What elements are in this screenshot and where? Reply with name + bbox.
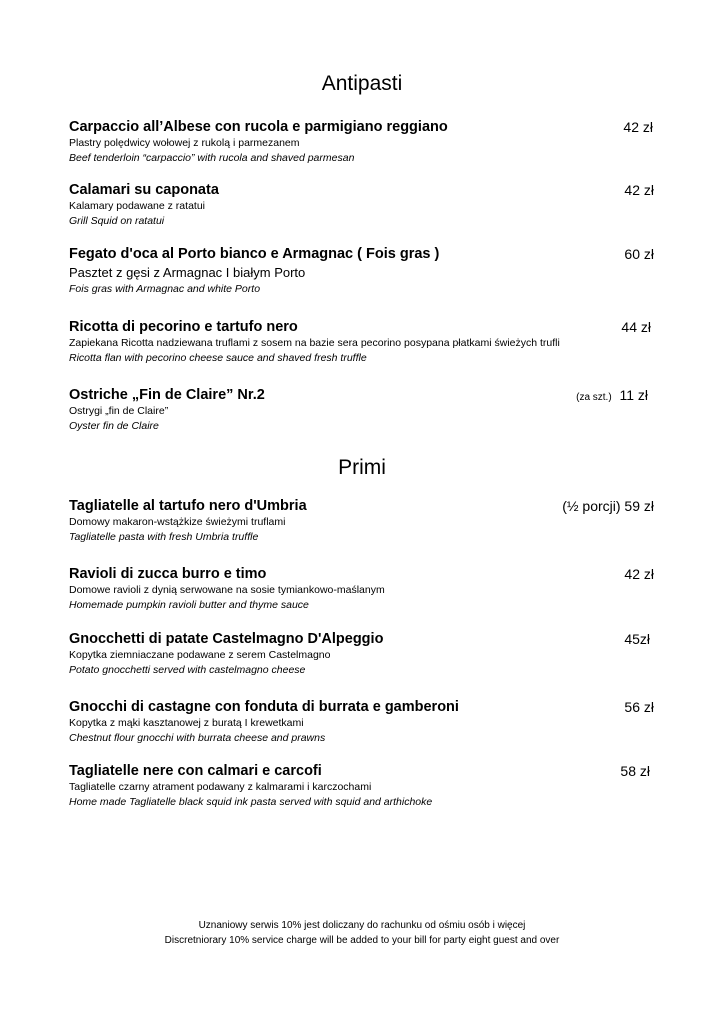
dish-name: Tagliatelle nere con calmari e carcofi — [69, 763, 322, 779]
menu-item — [69, 630, 659, 678]
dish-description-english: Home made Tagliatelle black squid ink pasta served with squid and arthichoke — [69, 796, 433, 808]
dish-description-polish: Ostrygi „fin de Claire” — [69, 405, 169, 417]
section-title-primi: Primi — [338, 456, 386, 479]
dish-description-polish: Kopytka z mąki kasztanowej z buratą I krewetkami — [69, 717, 304, 729]
dish-name: Fegato d'oca al Porto bianco e Armagnac ( Fois gras ) — [69, 246, 440, 262]
dish-name: Gnocchi di castagne con fonduta di burrata e gamberoni — [69, 699, 459, 715]
dish-description-polish: Domowy makaron-wstążkize świeżymi truflami — [69, 516, 286, 528]
menu-item — [69, 181, 659, 229]
menu-item — [69, 698, 659, 746]
menu-item — [69, 245, 659, 297]
service-charge-note-polish: Uznaniowy serwis 10% jest doliczany do rachunku od ośmiu osób i więcej — [198, 920, 526, 931]
dish-description-polish: Kopytka ziemniaczane podawane z serem Castelmagno — [69, 649, 331, 661]
menu-item — [69, 386, 659, 434]
dish-description-english: Tagliatelle pasta with fresh Umbria truffle — [69, 531, 259, 543]
dish-description-english: Fois gras with Armagnac and white Porto — [69, 283, 261, 295]
dish-description-polish: Tagliatelle czarny atrament podawany z kalmarami i karczochami — [69, 781, 372, 793]
dish-description-polish: Kalamary podawane z ratatui — [69, 200, 205, 212]
menu-item — [69, 762, 659, 810]
menu-item — [69, 565, 659, 613]
dish-price: 42 zł — [624, 566, 654, 582]
dish-price: 45zł — [624, 631, 650, 647]
dish-description-polish: Zapiekana Ricotta nadziewana truflami z sosem na bazie sera pecorino posypana płatkami świeżych trufli — [69, 337, 560, 349]
dish-name: Ostriche „Fin de Claire” Nr.2 — [69, 387, 265, 403]
dish-price: 56 zł — [624, 699, 654, 715]
dish-name: Tagliatelle al tartufo nero d'Umbria — [69, 498, 307, 514]
dish-price: 42 zł — [623, 119, 653, 135]
menu-item — [69, 318, 659, 366]
dish-description-polish: Pasztet z gęsi z Armagnac I białym Porto — [69, 265, 306, 280]
section-title-antipasti: Antipasti — [321, 72, 403, 95]
dish-price — [576, 386, 648, 407]
dish-description-polish: Plastry polędwicy wołowej z rukolą i parmezanem — [69, 137, 300, 149]
dish-description-english: Ricotta flan with pecorino cheese sauce and shaved fresh truffle — [69, 352, 367, 364]
dish-description-english: Chestnut flour gnocchi with burrata cheese and prawns — [69, 732, 326, 744]
dish-price: (½ porcji) 59 zł — [562, 498, 654, 514]
menu-item — [69, 118, 659, 166]
service-charge-note-english: Discretniorary 10% service charge will be added to your bill for party eight guest and over — [164, 935, 560, 946]
dish-name: Ravioli di zucca burro e timo — [69, 566, 267, 582]
dish-description-polish: Domowe ravioli z dynią serwowane na sosie tymiankowo-maślanym — [69, 584, 385, 596]
dish-name: Carpaccio all’Albese con rucola e parmigiano reggiano — [69, 119, 448, 135]
price-unit-note: (za szt.) — [576, 392, 612, 403]
dish-description-english: Potato gnocchetti served with castelmagno cheese — [69, 664, 306, 676]
menu-item — [69, 497, 659, 545]
dish-price: 58 zł — [620, 763, 650, 779]
dish-price: 60 zł — [624, 246, 654, 262]
dish-description-english: Homemade pumpkin ravioli butter and thyme sauce — [69, 599, 309, 611]
dish-name: Calamari su caponata — [69, 182, 219, 198]
dish-description-english: Beef tenderloin “carpaccio” with rucola and shaved parmesan — [69, 152, 355, 164]
dish-name: Gnocchetti di patate Castelmagno D'Alpeggio — [69, 631, 384, 647]
dish-description-english: Oyster fin de Claire — [69, 420, 159, 432]
dish-description-english: Grill Squid on ratatui — [69, 215, 165, 227]
dish-name: Ricotta di pecorino e tartufo nero — [69, 319, 298, 335]
dish-price: 44 zł — [621, 319, 651, 335]
price-value: 11 zł — [619, 387, 648, 403]
dish-price: 42 zł — [624, 182, 654, 198]
